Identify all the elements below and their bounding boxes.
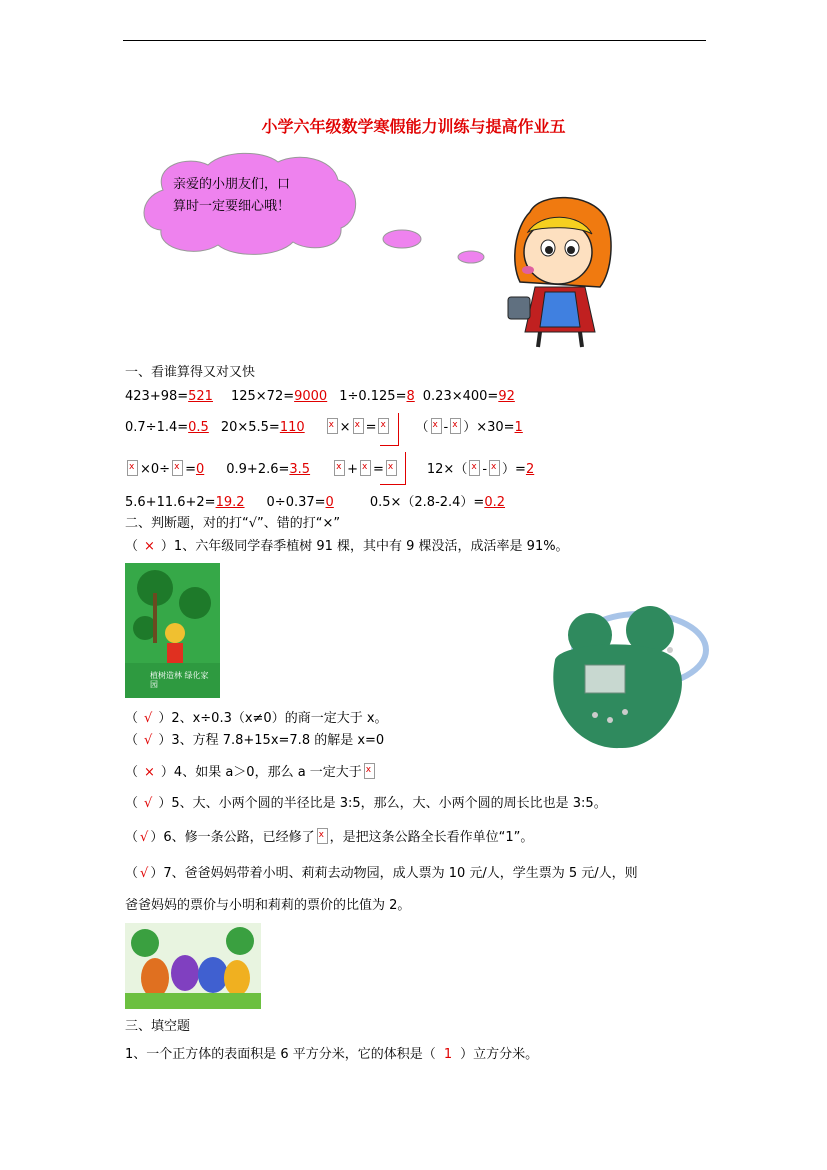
paren: （ — [125, 539, 139, 554]
fraction-placeholder-icon — [469, 460, 480, 476]
fraction-placeholder-icon — [386, 460, 397, 476]
calc-q: 0.9+2.6= — [226, 462, 290, 477]
calc-q: 0.23×400= — [422, 389, 499, 404]
calc-answer: 1 — [514, 420, 523, 435]
judge-mark: × — [144, 765, 155, 780]
judge-text: ）3、方程 7.8+15x=7.8 的解是 x=0 — [158, 733, 385, 748]
calc-answer: 0.2 — [484, 495, 506, 510]
judge-text: ）5、大、小两个圆的半径比是 3:5，那么，大、小两个圆的周长比也是 3:5。 — [158, 796, 607, 811]
paren: （ — [125, 866, 139, 881]
calc-row-2 — [125, 418, 523, 436]
calc-answer: 19.2 — [215, 495, 245, 510]
image-caption: 植树造林 绿化家园 — [150, 671, 209, 689]
section1-heading: 一、看谁算得又对又快 — [125, 365, 256, 380]
calc-answer: 8 — [406, 389, 415, 404]
judge-item-7-cont: 爸爸妈妈的票价与小明和莉莉的票价的比值为 2。 — [125, 898, 411, 913]
judge-mark: √ — [140, 830, 149, 845]
fraction-placeholder-icon — [317, 828, 328, 844]
judge-item-6 — [125, 828, 533, 846]
fraction-placeholder-icon — [353, 418, 364, 434]
girl-cartoon-image — [500, 192, 620, 352]
fraction-placeholder-icon — [378, 418, 389, 434]
op: = — [372, 462, 384, 477]
judge-text: ）4、如果 a＞0，那么 a 一定大于 — [160, 765, 362, 780]
paren: （ — [125, 765, 139, 780]
fraction-placeholder-icon — [364, 763, 375, 779]
calc-answer: 110 — [279, 420, 305, 435]
calc-row-3 — [125, 460, 534, 478]
fraction-placeholder-icon — [489, 460, 500, 476]
red-bracket-line — [380, 484, 406, 485]
judge-mark: × — [144, 539, 155, 554]
cloud-dot-large — [382, 228, 422, 250]
red-bracket-line — [380, 445, 399, 446]
op: = — [185, 462, 196, 477]
paren: （ — [125, 796, 139, 811]
tree-planting-image — [125, 563, 220, 698]
judge-text: ）7、爸爸妈妈带着小明、莉莉去动物园，成人票为 10 元/人，学生票为 5 元/人，则 — [150, 866, 638, 881]
fraction-placeholder-icon — [334, 460, 345, 476]
judge-item-1 — [125, 539, 569, 555]
cloud-text-2: 算时一定要细心哦！ — [173, 199, 291, 214]
op: + — [347, 462, 358, 477]
fill-text: 1、一个正方体的表面积是 6 平方分米，它的体积是（ — [125, 1047, 436, 1062]
judge-item-2 — [125, 711, 388, 727]
calc-q: 5.6+11.6+2= — [125, 495, 216, 510]
op: ×0÷ — [140, 462, 171, 477]
judge-text: ）2、x÷0.3（x≠0）的商一定大于 x。 — [158, 711, 388, 726]
top-rule — [123, 40, 706, 41]
op: - — [443, 420, 449, 435]
fraction-placeholder-icon — [127, 460, 138, 476]
cloud-text-1: 亲爱的小朋友们，口 — [173, 177, 291, 192]
judge-item-7 — [125, 866, 638, 882]
red-bracket-line — [405, 452, 406, 484]
fill-text: ）立方分米。 — [460, 1047, 539, 1062]
judge-mark: √ — [144, 796, 153, 811]
calc-answer: 0 — [195, 462, 205, 477]
calc-q: 125×72= — [230, 389, 295, 404]
red-bracket-line — [398, 413, 399, 445]
calc-q: 423+98= — [125, 389, 189, 404]
bear-toy-image — [530, 600, 710, 755]
fraction-placeholder-icon — [450, 418, 461, 434]
judge-item-5 — [125, 796, 607, 812]
fraction-placeholder-icon — [172, 460, 183, 476]
section3-heading: 三、填空题 — [125, 1019, 191, 1034]
calc-answer: 2 — [525, 462, 535, 477]
judge-mark: √ — [140, 866, 149, 881]
judge-mark: √ — [144, 733, 153, 748]
op: ）×30= — [463, 420, 515, 435]
calc-q: 0÷0.37= — [266, 495, 326, 510]
calc-row-4 — [125, 495, 505, 511]
fraction-placeholder-icon — [327, 418, 338, 434]
paren: （ — [125, 830, 139, 845]
calc-q: 20×5.5= — [220, 420, 280, 435]
calc-answer: 521 — [188, 389, 213, 404]
page-title: 小学六年级数学寒假能力训练与提高作业五 — [261, 117, 566, 136]
calc-q: 0.5×（2.8-2.4）= — [369, 495, 485, 510]
paren: （ — [125, 711, 139, 726]
calc-answer: 0.5 — [188, 420, 209, 435]
calc-answer: 92 — [498, 389, 515, 404]
fraction-placeholder-icon — [360, 460, 371, 476]
op: = — [365, 420, 377, 435]
judge-mark: √ — [144, 711, 153, 726]
judge-text: ，是把这条公路全长看作单位“1”。 — [329, 830, 534, 845]
judge-item-3 — [125, 733, 384, 749]
fill-item-1 — [125, 1047, 538, 1063]
op: × — [339, 420, 351, 435]
section2-heading: 二、判断题，对的打“√”、错的打“×” — [125, 516, 341, 531]
judge-text: ）6、修一条公路，已经修了 — [150, 830, 315, 845]
paren: （ — [125, 733, 139, 748]
op: （ — [415, 420, 429, 435]
judge-text: ）1、六年级同学春季植树 91 棵，其中有 9 棵没活，成活率是 91%。 — [160, 539, 569, 554]
calc-q: 12×（ — [426, 462, 468, 477]
calc-q: 1÷0.125= — [339, 389, 407, 404]
calc-answer: 0 — [325, 495, 334, 510]
cloud-dot-small — [456, 248, 486, 266]
zoo-animals-image — [125, 923, 261, 1009]
calc-answer: 9000 — [294, 389, 328, 404]
op: - — [482, 462, 488, 477]
calc-answer: 3.5 — [289, 462, 311, 477]
judge-item-4 — [125, 763, 377, 781]
fill-answer: 1 — [443, 1047, 453, 1062]
calc-q: 0.7÷1.4= — [125, 420, 189, 435]
op: ）= — [502, 462, 526, 477]
calc-row-1 — [125, 389, 515, 405]
fraction-placeholder-icon — [431, 418, 442, 434]
